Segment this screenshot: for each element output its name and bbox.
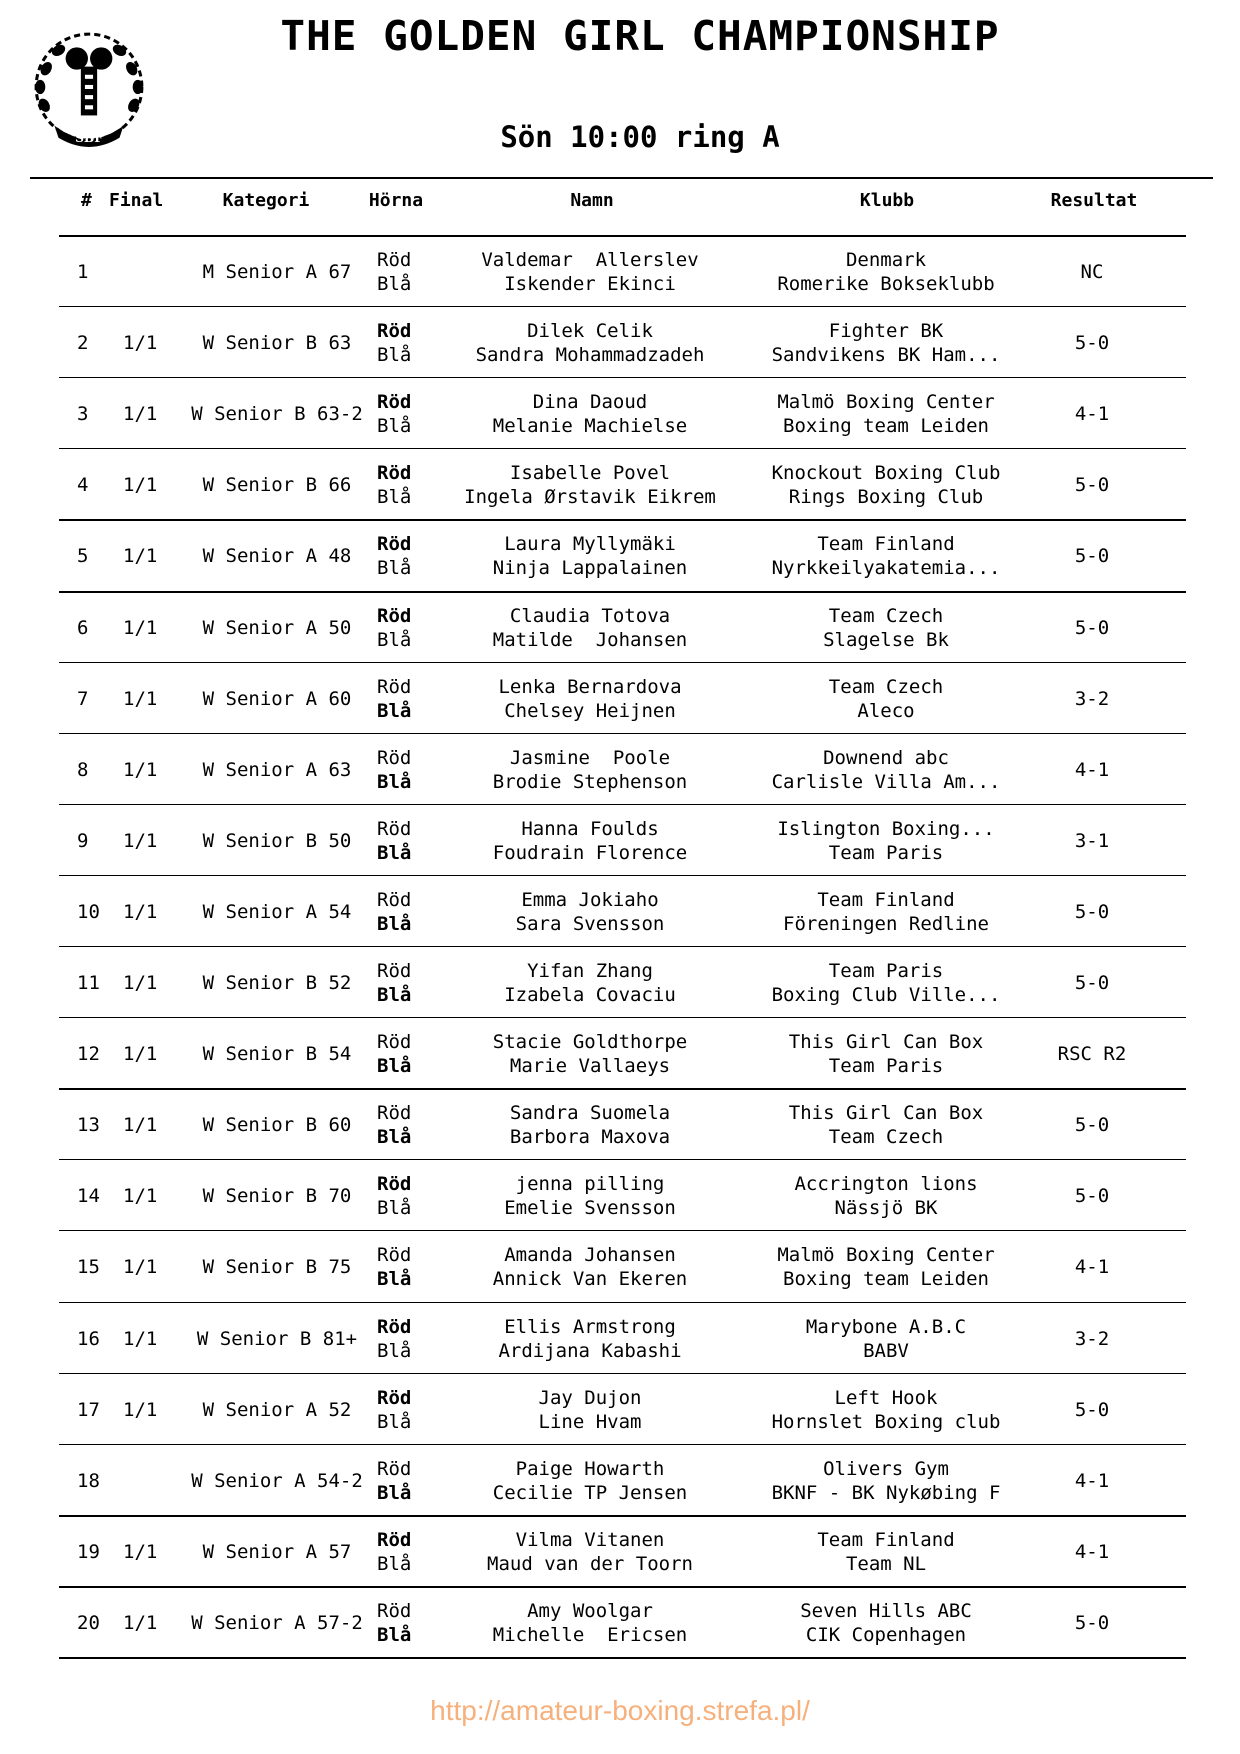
table-row bbox=[0, 1302, 1240, 1373]
bout-result: 5-0 bbox=[1074, 972, 1110, 994]
table-row bbox=[0, 591, 1240, 662]
red-boxer-name: Vilma Vitanen bbox=[515, 1528, 665, 1551]
blue-boxer-club: Rings Boxing Club bbox=[788, 486, 984, 509]
corner-blue-label: Blå bbox=[377, 912, 412, 935]
bout-result: 4-1 bbox=[1074, 403, 1110, 426]
blue-boxer-name: Ninja Lappalainen bbox=[492, 557, 688, 580]
blue-boxer-name: Chelsey Heijnen bbox=[504, 699, 676, 722]
bout-number: 9 bbox=[77, 829, 89, 852]
corner-red-label: Röd bbox=[377, 1457, 412, 1480]
bout-final: 1/1 bbox=[123, 403, 158, 426]
bout-category: W Senior B 70 bbox=[202, 1185, 352, 1208]
bout-final: 1/1 bbox=[123, 616, 158, 639]
bout-category: W Senior B 63 bbox=[202, 332, 352, 355]
red-boxer-name: Sandra Suomela bbox=[509, 1102, 671, 1125]
bout-final: 1/1 bbox=[123, 545, 158, 568]
red-boxer-club: Team Finland bbox=[817, 533, 955, 556]
red-boxer-name: Hanna Foulds bbox=[521, 817, 659, 840]
corner-red-label: Röd bbox=[377, 746, 412, 769]
red-boxer-name: Laura Myllymäki bbox=[504, 533, 676, 556]
blue-boxer-club: Hornslet Boxing club bbox=[771, 1410, 1001, 1433]
bout-number: 3 bbox=[77, 403, 89, 426]
red-boxer-club: Left Hook bbox=[834, 1386, 938, 1409]
bout-number: 1 bbox=[77, 261, 89, 283]
bout-result: 3-2 bbox=[1074, 687, 1110, 710]
blue-boxer-name: Michelle Ericsen bbox=[492, 1623, 688, 1646]
blue-boxer-name: Maud van der Toorn bbox=[487, 1552, 693, 1575]
bout-number: 17 bbox=[77, 1398, 100, 1421]
red-boxer-club: Fighter BK bbox=[828, 320, 944, 343]
row-divider bbox=[59, 1657, 1186, 1659]
red-boxer-name: Valdemar Allerslev bbox=[481, 249, 699, 271]
bout-category: W Senior A 60 bbox=[202, 687, 352, 710]
bout-category: W Senior A 54 bbox=[202, 900, 352, 923]
bout-result: 4-1 bbox=[1074, 1256, 1110, 1279]
corner-blue-label: Blå bbox=[377, 1055, 412, 1078]
bout-number: 11 bbox=[77, 972, 100, 994]
bout-final: 1/1 bbox=[123, 1398, 158, 1421]
bout-result: NC bbox=[1080, 261, 1104, 283]
bout-result: 4-1 bbox=[1074, 1540, 1110, 1563]
bout-result: 5-0 bbox=[1074, 900, 1110, 923]
blue-boxer-name: Line Hvam bbox=[538, 1410, 642, 1433]
bout-final: 1/1 bbox=[123, 1185, 158, 1208]
red-boxer-club: Accrington lions bbox=[794, 1173, 978, 1196]
bout-category: W Senior B 50 bbox=[202, 829, 352, 852]
bout-final: 1/1 bbox=[123, 687, 158, 710]
red-boxer-club: Islington Boxing... bbox=[777, 817, 995, 840]
blue-boxer-club: Sandvikens BK Ham... bbox=[771, 344, 1001, 367]
red-boxer-name: Claudia Totova bbox=[509, 604, 671, 627]
logo-text: SBF bbox=[75, 130, 103, 145]
bout-result: 5-0 bbox=[1074, 1398, 1110, 1421]
table-row bbox=[0, 1515, 1240, 1586]
blue-boxer-club: Nässjö BK bbox=[834, 1197, 938, 1220]
table-row bbox=[0, 1230, 1240, 1301]
corner-blue-label: Blå bbox=[377, 344, 412, 367]
corner-blue-label: Blå bbox=[377, 486, 412, 509]
corner-red-label: Röd bbox=[377, 462, 412, 485]
table-row bbox=[0, 519, 1240, 590]
red-boxer-name: Yifan Zhang bbox=[527, 960, 653, 982]
bout-category: W Senior A 57 bbox=[202, 1540, 352, 1563]
bout-number: 12 bbox=[77, 1043, 100, 1066]
corner-blue-label: Blå bbox=[377, 628, 412, 651]
red-boxer-name: Amy Woolgar bbox=[527, 1599, 653, 1622]
corner-blue-label: Blå bbox=[377, 770, 412, 793]
blue-boxer-name: Izabela Covaciu bbox=[504, 984, 676, 1006]
table-row bbox=[0, 1159, 1240, 1230]
red-boxer-name: Amanda Johansen bbox=[504, 1244, 676, 1267]
bout-final: 1/1 bbox=[123, 1114, 158, 1137]
bout-final: 1/1 bbox=[123, 332, 158, 355]
table-row bbox=[0, 235, 1240, 306]
bout-result: 5-0 bbox=[1074, 1114, 1110, 1137]
page-subtitle: Sön 10:00 ring A bbox=[500, 120, 780, 154]
red-boxer-name: Dina Daoud bbox=[532, 391, 648, 414]
corner-red-label: Röd bbox=[377, 1599, 412, 1622]
blue-boxer-name: Annick Van Ekeren bbox=[492, 1268, 688, 1291]
blue-boxer-club: Team Paris bbox=[828, 841, 944, 864]
bout-category: W Senior A 57-2 bbox=[191, 1611, 363, 1634]
table-row bbox=[0, 946, 1240, 1017]
table-row bbox=[0, 804, 1240, 875]
corner-red-label: Röd bbox=[377, 888, 412, 911]
blue-boxer-name: Sara Svensson bbox=[515, 912, 665, 935]
red-boxer-club: Team Czech bbox=[828, 604, 944, 627]
blue-boxer-club: Team NL bbox=[845, 1552, 927, 1575]
table-row bbox=[0, 875, 1240, 946]
footer-url[interactable]: http://amateur-boxing.strefa.pl/ bbox=[430, 1695, 810, 1726]
bout-final: 1/1 bbox=[123, 1256, 158, 1279]
bout-number: 19 bbox=[77, 1540, 100, 1563]
red-boxer-name: Isabelle Povel bbox=[509, 462, 671, 485]
red-boxer-name: Emma Jokiaho bbox=[521, 888, 659, 911]
bout-category: W Senior B 66 bbox=[202, 474, 352, 497]
corner-blue-label: Blå bbox=[377, 1126, 412, 1149]
blue-boxer-name: Matilde Johansen bbox=[492, 628, 688, 651]
table-row bbox=[0, 1373, 1240, 1444]
red-boxer-club: Downend abc bbox=[823, 746, 949, 769]
blue-boxer-club: Boxing team Leiden bbox=[783, 415, 989, 438]
red-boxer-name: Ellis Armstrong bbox=[504, 1315, 676, 1338]
blue-boxer-name: Ingela Ørstavik Eikrem bbox=[464, 486, 716, 509]
table-row bbox=[0, 1586, 1240, 1657]
corner-blue-label: Blå bbox=[377, 415, 412, 438]
red-boxer-club: Team Finland bbox=[817, 888, 955, 911]
table-row bbox=[0, 306, 1240, 377]
blue-boxer-name: Cecilie TP Jensen bbox=[492, 1481, 688, 1504]
red-boxer-name: jenna pilling bbox=[515, 1173, 665, 1196]
blue-boxer-club: Föreningen Redline bbox=[783, 912, 989, 935]
corner-red-label: Röd bbox=[377, 1244, 412, 1267]
bout-result: 3-1 bbox=[1074, 829, 1110, 852]
corner-red-label: Röd bbox=[377, 249, 412, 271]
corner-blue-label: Blå bbox=[377, 557, 412, 580]
red-boxer-club: Seven Hills ABC bbox=[800, 1599, 972, 1622]
corner-red-label: Röd bbox=[377, 533, 412, 556]
red-boxer-name: Paige Howarth bbox=[515, 1457, 665, 1480]
blue-boxer-name: Iskender Ekinci bbox=[504, 273, 676, 295]
bout-category: W Senior A 48 bbox=[202, 545, 352, 568]
bout-number: 2 bbox=[77, 332, 89, 355]
bout-number: 20 bbox=[77, 1611, 100, 1634]
red-boxer-name: Stacie Goldthorpe bbox=[492, 1031, 688, 1054]
bout-final: 1/1 bbox=[123, 972, 158, 994]
bout-result: 4-1 bbox=[1074, 758, 1110, 781]
bout-category: W Senior B 60 bbox=[202, 1114, 352, 1137]
corner-red-label: Röd bbox=[377, 1386, 412, 1409]
blue-boxer-club: Boxing team Leiden bbox=[783, 1268, 989, 1291]
corner-red-label: Röd bbox=[377, 675, 412, 698]
table-row bbox=[0, 1017, 1240, 1088]
bout-number: 6 bbox=[77, 616, 89, 639]
red-boxer-club: Knockout Boxing Club bbox=[771, 462, 1001, 485]
bout-result: 5-0 bbox=[1074, 474, 1110, 497]
blue-boxer-name: Marie Vallaeys bbox=[509, 1055, 671, 1078]
bout-category: W Senior B 63-2 bbox=[191, 403, 363, 426]
bout-number: 18 bbox=[77, 1469, 100, 1492]
corner-red-label: Röd bbox=[377, 604, 412, 627]
bout-result: 5-0 bbox=[1074, 1611, 1110, 1634]
blue-boxer-club: Aleco bbox=[857, 699, 915, 722]
bout-final: 1/1 bbox=[123, 1327, 158, 1350]
corner-red-label: Röd bbox=[377, 1528, 412, 1551]
red-boxer-club: Malmö Boxing Center bbox=[777, 1244, 995, 1267]
blue-boxer-club: Team Czech bbox=[828, 1126, 944, 1149]
bout-category: W Senior A 63 bbox=[202, 758, 352, 781]
bout-category: W Senior B 75 bbox=[202, 1256, 352, 1279]
corner-blue-label: Blå bbox=[377, 1552, 412, 1575]
blue-boxer-club: Team Paris bbox=[828, 1055, 944, 1078]
bout-result: 3-2 bbox=[1074, 1327, 1110, 1350]
corner-red-label: Röd bbox=[377, 391, 412, 414]
corner-blue-label: Blå bbox=[377, 1410, 412, 1433]
blue-boxer-club: Romerike Bokseklubb bbox=[777, 273, 995, 295]
bout-result: 4-1 bbox=[1074, 1469, 1110, 1492]
bout-final: 1/1 bbox=[123, 1043, 158, 1066]
bout-category: W Senior B 81+ bbox=[196, 1327, 358, 1350]
blue-boxer-name: Emelie Svensson bbox=[504, 1197, 676, 1220]
bout-category: W Senior A 52 bbox=[202, 1398, 352, 1421]
blue-boxer-name: Brodie Stephenson bbox=[492, 770, 688, 793]
bout-final: 1/1 bbox=[123, 829, 158, 852]
bout-number: 5 bbox=[77, 545, 89, 568]
bout-number: 7 bbox=[77, 687, 89, 710]
bout-category: W Senior B 54 bbox=[202, 1043, 352, 1066]
corner-red-label: Röd bbox=[377, 1031, 412, 1054]
bout-result: RSC R2 bbox=[1057, 1043, 1127, 1066]
header-kategori: Kategori bbox=[222, 190, 310, 211]
bout-number: 8 bbox=[77, 758, 89, 781]
blue-boxer-name: Ardijana Kabashi bbox=[498, 1339, 682, 1362]
corner-red-label: Röd bbox=[377, 1102, 412, 1125]
corner-blue-label: Blå bbox=[377, 1197, 412, 1220]
corner-blue-label: Blå bbox=[377, 699, 412, 722]
table-row bbox=[0, 1444, 1240, 1515]
red-boxer-club: Team Paris bbox=[828, 960, 944, 982]
red-boxer-club: Malmö Boxing Center bbox=[777, 391, 995, 414]
blue-boxer-club: CIK Copenhagen bbox=[805, 1623, 967, 1646]
bout-number: 16 bbox=[77, 1327, 100, 1350]
corner-blue-label: Blå bbox=[377, 1339, 412, 1362]
blue-boxer-name: Barbora Maxova bbox=[509, 1126, 671, 1149]
blue-boxer-club: BKNF - BK Nykøbing F bbox=[771, 1481, 1001, 1504]
bout-final: 1/1 bbox=[123, 758, 158, 781]
red-boxer-club: Team Finland bbox=[817, 1528, 955, 1551]
red-boxer-name: Dilek Celik bbox=[527, 320, 653, 343]
bout-category: W Senior A 50 bbox=[202, 616, 352, 639]
bout-category: W Senior B 52 bbox=[202, 972, 352, 994]
bout-number: 10 bbox=[77, 900, 100, 923]
red-boxer-name: Lenka Bernardova bbox=[498, 675, 682, 698]
bout-final: 1/1 bbox=[123, 900, 158, 923]
corner-red-label: Röd bbox=[377, 320, 412, 343]
header-klubb: Klubb bbox=[859, 190, 915, 211]
blue-boxer-club: Carlisle Villa Am... bbox=[771, 770, 1001, 793]
blue-boxer-name: Foudrain Florence bbox=[492, 841, 688, 864]
bout-category: W Senior A 54-2 bbox=[191, 1469, 363, 1492]
blue-boxer-name: Melanie Machielse bbox=[492, 415, 688, 438]
blue-boxer-club: Nyrkkeilyakatemia... bbox=[771, 557, 1001, 580]
corner-red-label: Röd bbox=[377, 1173, 412, 1196]
table-row bbox=[0, 733, 1240, 804]
blue-boxer-club: Boxing Club Ville... bbox=[771, 984, 1001, 1006]
corner-red-label: Röd bbox=[377, 817, 412, 840]
table-row bbox=[0, 448, 1240, 519]
table-row bbox=[0, 377, 1240, 448]
bout-number: 13 bbox=[77, 1114, 100, 1137]
red-boxer-name: Jasmine Poole bbox=[509, 746, 671, 769]
header-final: Final bbox=[109, 190, 164, 211]
header-horna: Hörna bbox=[368, 190, 424, 211]
bout-result: 5-0 bbox=[1074, 332, 1110, 355]
bout-number: 4 bbox=[77, 474, 89, 497]
red-boxer-club: Team Czech bbox=[828, 675, 944, 698]
bout-final: 1/1 bbox=[123, 474, 158, 497]
table-row bbox=[0, 1088, 1240, 1159]
header-resultat: Resultat bbox=[1050, 190, 1138, 211]
bout-number: 14 bbox=[77, 1185, 100, 1208]
red-boxer-club: Olivers Gym bbox=[823, 1457, 949, 1480]
top-divider bbox=[30, 177, 1213, 179]
corner-red-label: Röd bbox=[377, 960, 412, 982]
blue-boxer-club: Slagelse Bk bbox=[823, 628, 949, 651]
red-boxer-club: Marybone A.B.C bbox=[805, 1315, 967, 1338]
red-boxer-club: Denmark bbox=[845, 249, 927, 271]
corner-blue-label: Blå bbox=[377, 1268, 412, 1291]
page-title: THE GOLDEN GIRL CHAMPIONSHIP bbox=[280, 12, 1000, 60]
bout-number: 15 bbox=[77, 1256, 100, 1279]
blue-boxer-club: BABV bbox=[863, 1339, 909, 1362]
corner-blue-label: Blå bbox=[377, 1481, 412, 1504]
corner-blue-label: Blå bbox=[377, 1623, 412, 1646]
corner-blue-label: Blå bbox=[377, 841, 412, 864]
red-boxer-name: Jay Dujon bbox=[538, 1386, 642, 1409]
red-boxer-club: This Girl Can Box bbox=[788, 1031, 984, 1054]
header-num: # bbox=[81, 190, 92, 211]
bout-result: 5-0 bbox=[1074, 545, 1110, 568]
bout-result: 5-0 bbox=[1074, 1185, 1110, 1208]
bout-final: 1/1 bbox=[123, 1540, 158, 1563]
blue-boxer-name: Sandra Mohammadzadeh bbox=[475, 344, 705, 367]
corner-blue-label: Blå bbox=[377, 984, 412, 1006]
bout-category: M Senior A 67 bbox=[202, 261, 352, 283]
header-namn: Namn bbox=[570, 190, 614, 211]
corner-red-label: Röd bbox=[377, 1315, 412, 1338]
corner-blue-label: Blå bbox=[377, 273, 412, 295]
bout-final: 1/1 bbox=[123, 1611, 158, 1634]
red-boxer-club: This Girl Can Box bbox=[788, 1102, 984, 1125]
bout-result: 5-0 bbox=[1074, 616, 1110, 639]
table-row bbox=[0, 662, 1240, 733]
